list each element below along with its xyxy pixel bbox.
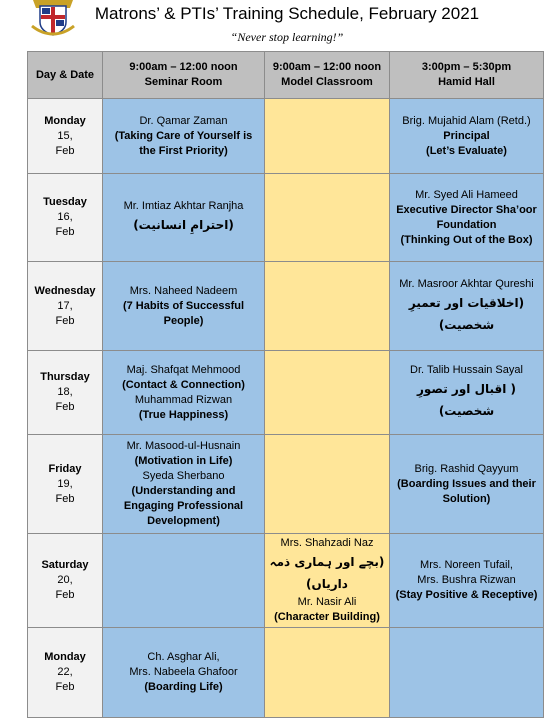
empty-cell bbox=[265, 262, 390, 351]
empty-cell bbox=[265, 99, 390, 174]
empty-cell bbox=[103, 534, 265, 628]
session-cell: Brig. Rashid Qayyum (Boarding Issues and their Solution) bbox=[390, 435, 544, 534]
day-cell: Saturday 20, Feb bbox=[28, 534, 103, 628]
session-cell: Mr. Syed Ali Hameed Executive Director Sha’oor Foundation (Thinking Out of the Box) bbox=[390, 174, 544, 262]
header-hamid-hall: 3:00pm – 5:30pm Hamid Hall bbox=[390, 52, 544, 99]
session-cell: Mrs. Shahzadi Naz (بچے اور ہماری ذمہ داریاں) Mr. Nasir Ali (Character Building) bbox=[265, 534, 390, 628]
header-day: Day & Date bbox=[28, 52, 103, 99]
session-cell: Mr. Imtiaz Akhtar Ranjha (احترامِ انسانیت) bbox=[103, 174, 265, 262]
header-seminar-room: 9:00am – 12:00 noon Seminar Room bbox=[103, 52, 265, 99]
motto: “Never stop learning!” bbox=[230, 30, 344, 44]
table-row bbox=[28, 351, 544, 435]
session-cell: Mrs. Naheed Nadeem (7 Habits of Successful People) bbox=[103, 262, 265, 351]
day-cell: Tuesday 16, Feb bbox=[28, 174, 103, 262]
session-cell: Ch. Asghar Ali, Mrs. Nabeela Ghafoor (Boarding Life) bbox=[103, 628, 265, 718]
session-cell: Mrs. Noreen Tufail, Mrs. Bushra Rizwan (Stay Positive & Receptive) bbox=[390, 534, 544, 628]
session-cell: Dr. Talib Hussain Sayal ( اقبال اور تصورِ شخصیت) bbox=[390, 351, 544, 435]
day-cell: Monday 22, Feb bbox=[28, 628, 103, 718]
empty-cell bbox=[265, 435, 390, 534]
header-model-classroom: 9:00am – 12:00 noon Model Classroom bbox=[265, 52, 390, 99]
day-cell: Monday 15, Feb bbox=[28, 99, 103, 174]
day-cell: Thursday 18, Feb bbox=[28, 351, 103, 435]
empty-cell bbox=[265, 628, 390, 718]
schedule-table bbox=[27, 51, 544, 718]
page-title: Matrons’ & PTIs’ Training Schedule, February 2021 bbox=[94, 4, 480, 23]
day-cell: Friday 19, Feb bbox=[28, 435, 103, 534]
header-row bbox=[28, 52, 544, 99]
session-cell: Brig. Mujahid Alam (Retd.) Principal (Let’s Evaluate) bbox=[390, 99, 544, 174]
session-cell: Dr. Qamar Zaman (Taking Care of Yourself is the First Priority) bbox=[103, 99, 265, 174]
table-row bbox=[28, 262, 544, 351]
empty-cell bbox=[390, 628, 544, 718]
session-cell: Mr. Masroor Akhtar Qureshi (اخلاقیات اور تعمیرِ شخصیت) bbox=[390, 262, 544, 351]
session-cell: Maj. Shafqat Mehmood (Contact & Connection) Muhammad Rizwan (True Happiness) bbox=[103, 351, 265, 435]
table-row bbox=[28, 435, 544, 534]
session-cell: Mr. Masood-ul-Husnain (Motivation in Life) Syeda Sherbano (Understanding and Engaging Professional Development) bbox=[103, 435, 265, 534]
day-cell: Wednesday 17, Feb bbox=[28, 262, 103, 351]
table-row bbox=[28, 534, 544, 628]
empty-cell bbox=[265, 351, 390, 435]
empty-cell bbox=[265, 174, 390, 262]
table-row bbox=[28, 174, 544, 262]
table-row bbox=[28, 99, 544, 174]
table-row bbox=[28, 628, 544, 718]
